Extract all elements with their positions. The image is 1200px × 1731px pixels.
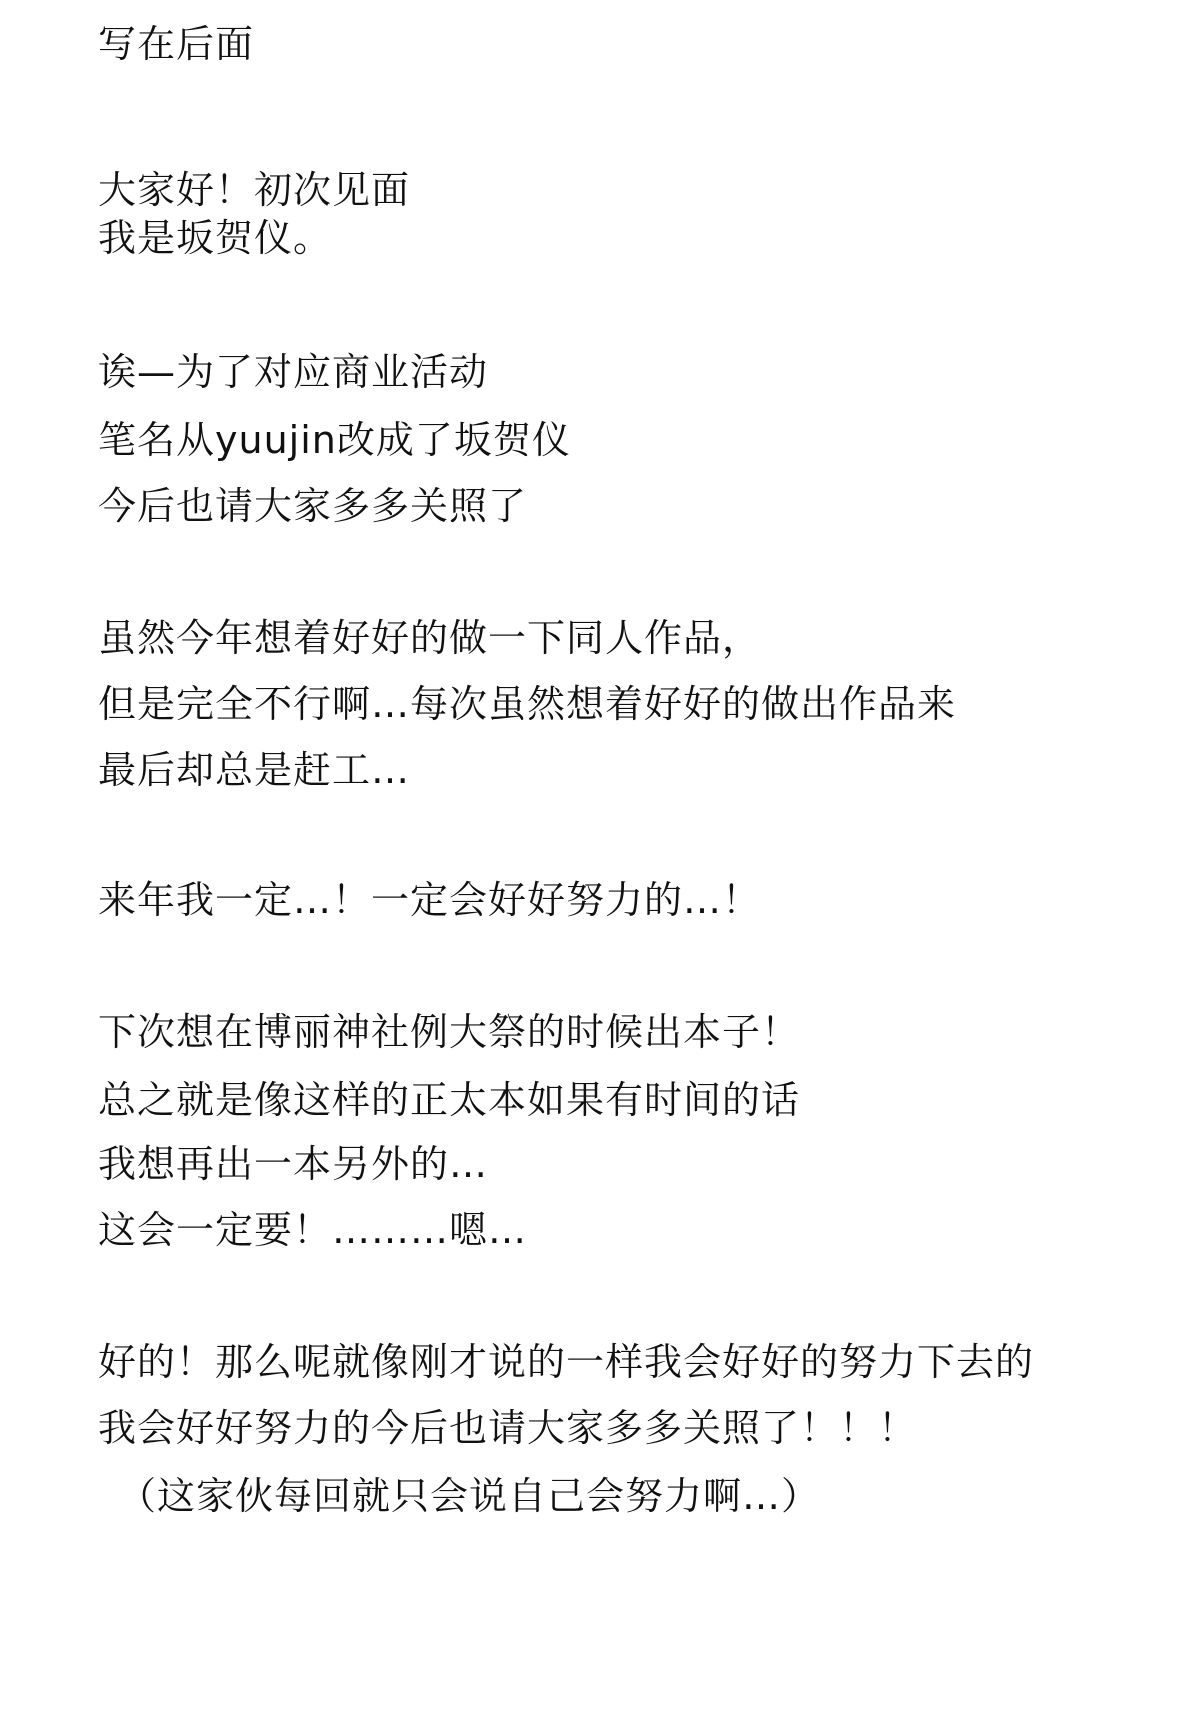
aside-note: （这家伙每回就只会说自己会努力啊…） [118,1474,821,1518]
text-line: 但是完全不行啊…每次虽然想着好好的做出作品来 [98,682,957,726]
text-line: 好的！那么呢就像刚才说的一样我会好好的努力下去的 [98,1340,1035,1384]
page-title: 写在后面 [98,22,255,66]
text-line: 总之就是像这样的正太本如果有时间的话 [98,1078,801,1122]
text-line: 诶—为了对应商业活动 [98,350,489,394]
text-line: 来年我一定…！一定会好好努力的…！ [98,878,762,922]
text-line: 笔名从yuujin改成了坂贺仪 [98,418,571,462]
text-line: 下次想在博丽神社例大祭的时候出本子！ [98,1010,801,1054]
text-line: 最后却总是赶工… [98,748,411,792]
text-line: 我会好好努力的今后也请大家多多关照了！！！ [98,1406,918,1450]
text-line: 虽然今年想着好好的做一下同人作品， [98,616,762,660]
text-line: 我想再出一本另外的… [98,1142,489,1186]
text-line: 这会一定要！………嗯… [98,1208,528,1252]
text-line: 大家好！初次见面 [98,168,411,212]
text-line: 今后也请大家多多关照了 [98,484,528,528]
text-line: 我是坂贺仪。 [98,216,333,260]
